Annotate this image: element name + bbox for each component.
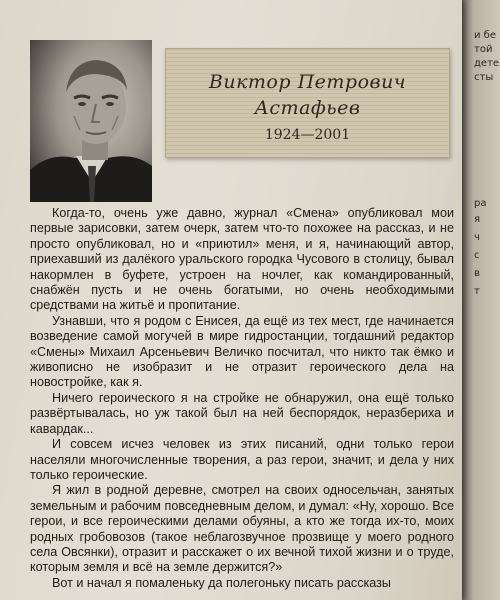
adjacent-text-fragment: в <box>474 268 480 279</box>
adjacent-text-fragment: с <box>474 250 480 261</box>
adjacent-text-fragment: дете <box>474 58 500 69</box>
adjacent-text-fragment: и бе <box>474 30 496 41</box>
author-life-years: 1924—2001 <box>264 127 351 143</box>
paragraph: Вот и начал я помаленьку да полегоньку писать рассказы <box>52 575 391 590</box>
adjacent-page <box>462 0 500 600</box>
adjacent-text-fragment: я <box>474 214 481 225</box>
author-portrait <box>30 40 152 202</box>
paragraph: И совсем исчез человек из этих писаний, одни только герои населяли многочисленные творения, а раз герои, значит, и дела у них только героические. <box>30 437 454 482</box>
adjacent-text-fragment: ч <box>474 232 480 243</box>
adjacent-text-fragment: т <box>474 286 480 297</box>
paragraph: Когда-то, очень уже давно, журнал «Смена» опубликовал мои первые зарисовки, затем очерк, затем что-то похожее на рассказ, и не просто опубликовал, но и «приютил» меня, и я, начинающий автор, приехавший из далёкого уральского городка Чусового в столицу, бывал накормлен в буфете, устроен на ночлег, как командированный, снабжён пусть и не очень богатыми, но очень необходимыми средствами на житьё и пропитание. <box>30 206 454 313</box>
adjacent-text-fragment: ра <box>474 198 487 209</box>
paragraph: Я жил в родной деревне, смотрел на своих односельчан, занятых земельным и рабочим повседневным делом, и думал: «Ну, хорошо. Все герои, и все героическими делами обуяны, а кто же тогда их-то, моих родных гробовозов (такое неблагозвучное прозвище у моего родного села Овсянки), отразит и расскажет о их вечной тихой жизни и о труде, которым земля и всё на земле держится?» <box>30 483 454 575</box>
body-text <box>30 206 454 591</box>
paragraph: Ничего героического я на стройке не обнаружил, она ещё только развёртывалась, но уж такой был на ней беспорядок, неразбериха и кавардак... <box>30 390 454 436</box>
portrait-drawing <box>30 40 152 202</box>
author-first-names: Виктор Петрович <box>208 71 407 93</box>
adjacent-text-fragment: сты <box>474 72 494 83</box>
adjacent-text-fragment: той <box>474 44 493 55</box>
author-name-banner <box>165 48 450 158</box>
paragraph: Узнавши, что я родом с Енисея, да ещё из тех мест, где начинается возведение самой могучей в мире гидростанции, тогдашний редактор «Смены» Михаил Арсеньевич Величко посчитал, что никто так ёмко и живописно не изобразит и не отразит героического дела на новостройке, как я. <box>30 313 454 390</box>
author-surname: Астафьев <box>254 97 361 119</box>
